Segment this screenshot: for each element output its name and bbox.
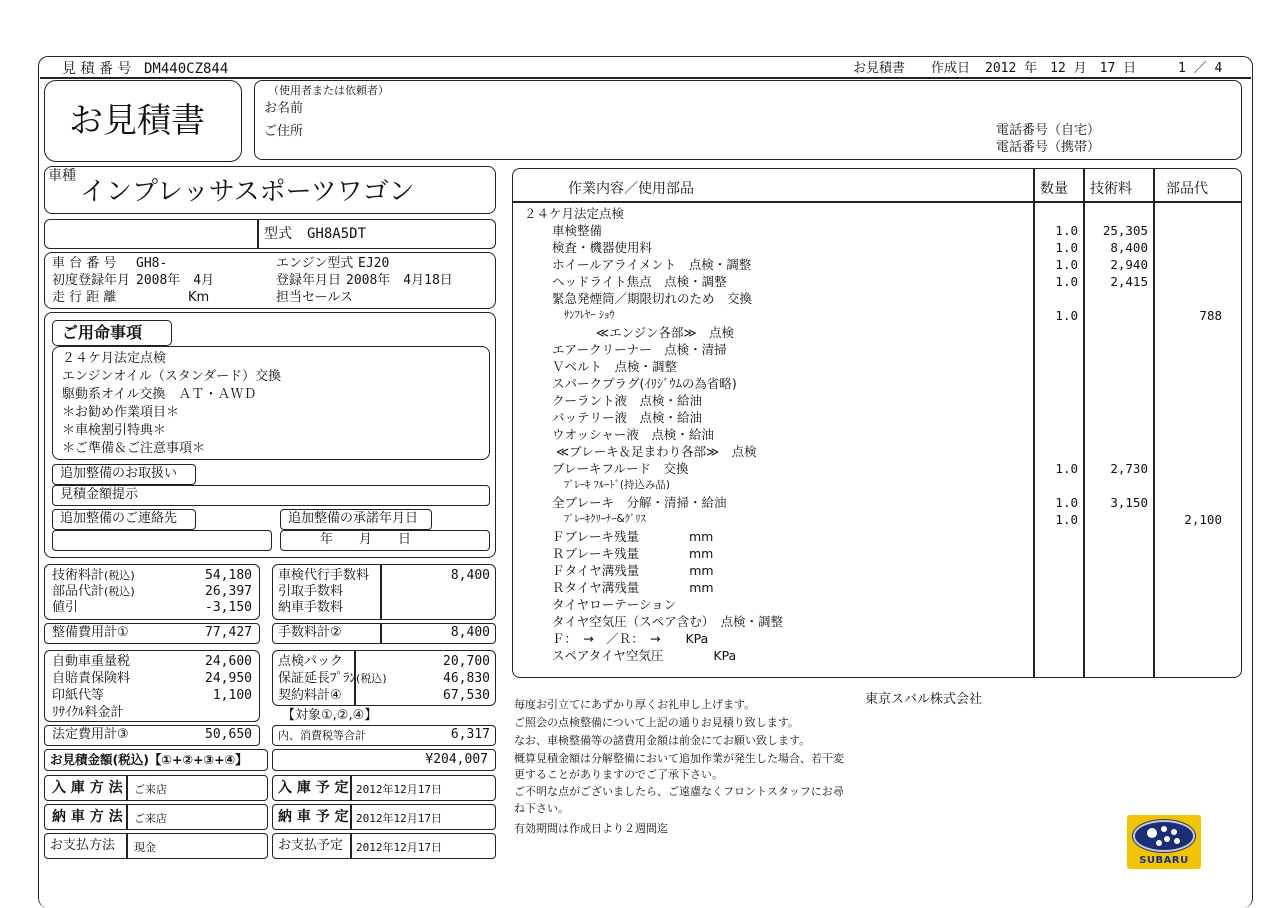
pay-method-label: お支払方法 bbox=[50, 838, 116, 853]
work-item: バッテリー液 点検・給油 bbox=[552, 410, 703, 425]
footer-note: 概算見積金額は分解整備において追加作業が発生した場合、若干変 bbox=[514, 752, 844, 765]
in-method-value: ご来店 bbox=[134, 783, 167, 796]
created-label: 作成日 bbox=[931, 61, 971, 76]
in-method-divider bbox=[126, 775, 128, 801]
fee-total-value: 8,400 bbox=[450, 625, 490, 640]
work-item: Ｆブレーキ残量 mm bbox=[552, 529, 714, 544]
mileage-unit: Km bbox=[188, 290, 210, 305]
work-item: Ｆタイヤ溝残量 mm bbox=[552, 563, 714, 578]
tech-tax-note: (税込) bbox=[104, 569, 135, 582]
work-parts: 788 bbox=[1199, 308, 1222, 323]
request-title: ご用命事項 bbox=[62, 323, 143, 342]
work-qty: 1.0 bbox=[1055, 495, 1078, 510]
work-item: ≪エンジン各部≫ 点検 bbox=[596, 325, 735, 340]
approval-value: 年 月 日 bbox=[320, 532, 412, 547]
request-line: ＊車検割引特典＊ bbox=[62, 423, 167, 438]
footer-note: ね下さい。 bbox=[514, 802, 569, 815]
warranty-value: 46,830 bbox=[443, 671, 490, 686]
estimate-number-label: 見 積 番 号 bbox=[62, 61, 132, 77]
work-row bbox=[512, 392, 1242, 409]
maintenance-total-value: 77,427 bbox=[205, 625, 252, 640]
work-row bbox=[512, 239, 1242, 256]
work-item: Ｆ： → ／Ｒ： → KPa bbox=[552, 631, 709, 646]
work-row bbox=[512, 273, 1242, 290]
work-row bbox=[512, 341, 1242, 358]
chassis-label: 車 台 番 号 bbox=[52, 256, 117, 271]
maintenance-total-label: 整備費用計① bbox=[52, 625, 129, 640]
work-qty: 1.0 bbox=[1055, 512, 1078, 527]
work-row bbox=[512, 647, 1242, 664]
work-row bbox=[512, 205, 1242, 222]
work-row bbox=[512, 409, 1242, 426]
work-tech: 3,150 bbox=[1110, 495, 1148, 510]
work-tech: 8,400 bbox=[1110, 240, 1148, 255]
address-label: ご住所 bbox=[264, 124, 304, 139]
parts-tax-note-text: 税込 bbox=[108, 585, 131, 598]
page-title: お見積書 bbox=[69, 101, 205, 141]
work-row bbox=[512, 443, 1242, 460]
work-qty: 1.0 bbox=[1055, 461, 1078, 476]
registration-date-value: 2008年 4月18日 bbox=[346, 273, 453, 288]
recycle-label: ﾘｻｲｸﾙ料金計 bbox=[52, 705, 124, 720]
work-item: 車検整備 bbox=[552, 223, 603, 238]
work-tech: 25,305 bbox=[1102, 223, 1148, 238]
footer-note: ご不明な点がございましたら、ご遠慮なくフロントスタッフにお尋 bbox=[514, 785, 844, 798]
grand-total-value: ¥204,007 bbox=[425, 752, 488, 767]
weight-tax-label: 自動車重量税 bbox=[52, 654, 131, 669]
registration-date-label: 登録年月日 bbox=[276, 273, 342, 288]
type-divider bbox=[257, 219, 259, 249]
work-row bbox=[512, 630, 1242, 647]
work-item: ヘッドライト焦点 点検・調整 bbox=[552, 274, 727, 289]
fee-total-divider bbox=[380, 623, 382, 644]
pay-plan-value: 2012年12月17日 bbox=[356, 841, 442, 854]
extra-handling-value: 見積金額提示 bbox=[60, 487, 139, 502]
phone-home-label: 電話番号（自宅） bbox=[996, 123, 1101, 138]
work-item: ２４ケ月法定点検 bbox=[524, 206, 625, 221]
work-tech: 2,415 bbox=[1110, 274, 1148, 289]
weight-tax-value: 24,600 bbox=[205, 654, 252, 669]
chassis-value: GH8- bbox=[136, 256, 168, 271]
work-header-divider bbox=[512, 201, 1242, 203]
work-qty: 1.0 bbox=[1055, 257, 1078, 272]
model-label: 車種 bbox=[48, 168, 76, 184]
work-row bbox=[512, 613, 1242, 630]
work-row bbox=[512, 290, 1242, 307]
contact-value-box bbox=[52, 530, 272, 551]
warranty-label-text: 保証延長ﾌﾟﾗﾝ bbox=[278, 671, 357, 686]
work-item: スペアタイヤ空気圧 KPa bbox=[552, 648, 737, 663]
subaru-wordmark: SUBARU bbox=[1139, 855, 1189, 866]
request-line: エンジンオイル（スタンダード）交換 bbox=[62, 369, 282, 384]
work-item: ｻﾝﾌﾚﾔｰ ｼｮｳ bbox=[564, 309, 615, 321]
work-parts: 2,100 bbox=[1184, 512, 1222, 527]
pay-method-divider bbox=[126, 833, 128, 859]
out-method-divider bbox=[126, 804, 128, 830]
in-method-label: 入 庫 方 法 bbox=[52, 780, 123, 796]
model-name: インプレッサスポーツワゴン bbox=[80, 177, 415, 207]
header-qty: 数量 bbox=[1040, 181, 1068, 197]
contract-total-label: 契約料計④ bbox=[278, 688, 342, 703]
work-row bbox=[512, 477, 1242, 494]
work-item: タイヤ空気圧（スペア含む） 点検・調整 bbox=[552, 614, 784, 629]
work-qty: 1.0 bbox=[1055, 223, 1078, 238]
warranty-tax-note: (税込) bbox=[356, 672, 387, 685]
legal-total-label: 法定費用計③ bbox=[52, 727, 129, 742]
work-row bbox=[512, 307, 1242, 324]
first-registration-value: 2008年 4月 bbox=[136, 273, 215, 288]
out-method-label: 納 車 方 法 bbox=[52, 809, 123, 825]
type-value: GH8A5DT bbox=[307, 226, 367, 242]
tech-total-label-text: 技術料計 bbox=[52, 568, 105, 583]
inspection-agent-value: 8,400 bbox=[450, 568, 490, 583]
pay-plan-label: お支払予定 bbox=[278, 838, 344, 853]
work-row bbox=[512, 358, 1242, 375]
pack-label: 点検パック bbox=[278, 654, 344, 669]
footer-note: 更することがありますのでご了承下さい。 bbox=[514, 768, 723, 781]
request-line: 駆動系オイル交換 ＡＴ・ＡＷＤ bbox=[62, 387, 257, 402]
tax-value: 6,317 bbox=[450, 727, 490, 742]
created-date: 2012 年 12 月 17 日 bbox=[985, 61, 1137, 76]
work-item: ﾌﾞﾚｰｷ ﾌﾙｰﾄﾞ(持込み品) bbox=[564, 479, 671, 491]
footer-note: 有効期間は作成日より２週間迄 bbox=[514, 822, 668, 835]
work-row bbox=[512, 579, 1242, 596]
work-item: スパークプラグ(ｲﾘｼﾞｳﾑの為省略) bbox=[552, 376, 737, 391]
in-plan-value: 2012年12月17日 bbox=[356, 783, 442, 796]
work-item: Ｒタイヤ溝残量 mm bbox=[552, 580, 714, 595]
pleiades-stars-icon bbox=[1132, 819, 1196, 853]
tech-total-value: 54,180 bbox=[205, 568, 252, 583]
work-row bbox=[512, 222, 1242, 239]
tech-total-label bbox=[52, 568, 135, 584]
work-item: ≪ブレーキ＆足まわり各部≫ 点検 bbox=[556, 444, 757, 459]
work-qty: 1.0 bbox=[1055, 240, 1078, 255]
fees-divider bbox=[380, 564, 382, 620]
work-row bbox=[512, 426, 1242, 443]
work-row bbox=[512, 528, 1242, 545]
work-item: クーラント液 点検・給油 bbox=[552, 393, 703, 408]
engine-label: エンジン型式 bbox=[276, 256, 354, 271]
warranty-tax-note-text: 税込 bbox=[360, 672, 383, 685]
out-plan-value: 2012年12月17日 bbox=[356, 812, 442, 825]
sales-label: 担当セールス bbox=[276, 290, 353, 305]
work-item: Ｖベルト 点検・調整 bbox=[552, 359, 678, 374]
insurance-label: 自賠責保険料 bbox=[52, 671, 131, 686]
stamp-label: 印紙代等 bbox=[52, 688, 105, 703]
work-item: ホイールアライメント 点検・調整 bbox=[552, 257, 752, 272]
work-item: ブレーキフルード 交換 bbox=[552, 461, 689, 476]
work-row bbox=[512, 596, 1242, 613]
delivery-fee-label: 納車手数料 bbox=[278, 600, 344, 615]
contract-total-value: 67,530 bbox=[443, 688, 490, 703]
out-method-value: ご来店 bbox=[134, 812, 167, 825]
footer-note: 毎度お引立てにあずかり厚くお礼申し上げます。 bbox=[514, 698, 756, 711]
page-number: 1 ／ 4 bbox=[1178, 61, 1223, 76]
discount-label: 値引 bbox=[52, 600, 79, 615]
work-item: 緊急発煙筒／期限切れのため 交換 bbox=[552, 291, 753, 306]
parts-total-label bbox=[52, 584, 135, 600]
work-tech: 2,730 bbox=[1110, 461, 1148, 476]
subaru-emblem bbox=[1132, 819, 1196, 853]
work-row bbox=[512, 562, 1242, 579]
type-label: 型式 bbox=[264, 226, 292, 242]
tech-tax-note-text: 税込 bbox=[108, 569, 131, 582]
phone-mobile-label: 電話番号（携帯） bbox=[996, 140, 1101, 155]
out-plan-divider bbox=[350, 804, 352, 830]
work-rows bbox=[512, 205, 1242, 675]
header-divider bbox=[40, 77, 1251, 79]
customer-caption: （使用者または依頼者） bbox=[268, 84, 389, 97]
work-item: タイヤローテーション bbox=[552, 597, 677, 612]
work-item: 全ブレーキ 分解・清掃・給油 bbox=[552, 495, 727, 510]
in-plan-label: 入 庫 予 定 bbox=[278, 780, 349, 796]
first-registration-label: 初度登録年月 bbox=[52, 273, 131, 288]
stamp-value: 1,100 bbox=[212, 688, 252, 703]
work-row bbox=[512, 460, 1242, 477]
in-plan-divider bbox=[350, 775, 352, 801]
work-item: ウオッシャー液 点検・給油 bbox=[552, 427, 714, 442]
grand-total-label: お見積金額(税込)【①+②+③+④】 bbox=[50, 752, 248, 767]
work-row bbox=[512, 511, 1242, 528]
warranty-label bbox=[278, 671, 387, 687]
target-label: 【対象①,②,④】 bbox=[282, 708, 378, 723]
parts-total-value: 26,397 bbox=[205, 584, 252, 599]
work-item: エアークリーナー 点検・清掃 bbox=[552, 342, 727, 357]
pack-value: 20,700 bbox=[443, 654, 490, 669]
work-item: ﾌﾞﾚｰｷｸﾘｰﾅｰ&ｸﾞﾘｽ bbox=[564, 513, 646, 525]
discount-value: -3,150 bbox=[205, 600, 252, 615]
legal-total-value: 50,650 bbox=[205, 727, 252, 742]
work-qty: 1.0 bbox=[1055, 274, 1078, 289]
footer-note: ご照会の点検整備について上記の通りお見積り致します。 bbox=[514, 716, 799, 729]
work-row bbox=[512, 494, 1242, 511]
name-label: お名前 bbox=[264, 101, 304, 116]
contact-label: 追加整備のご連絡先 bbox=[60, 511, 178, 526]
work-row bbox=[512, 324, 1242, 341]
pickup-fee-label: 引取手数料 bbox=[278, 584, 344, 599]
parts-tax-note: (税込) bbox=[104, 585, 135, 598]
work-row bbox=[512, 545, 1242, 562]
engine-value: EJ20 bbox=[358, 256, 390, 271]
work-item: 検査・機器使用料 bbox=[552, 240, 653, 255]
inspection-agent-label: 車検代行手数料 bbox=[278, 568, 370, 583]
request-line: ＊お勧め作業項目＊ bbox=[62, 405, 180, 420]
header-tech: 技術料 bbox=[1090, 181, 1132, 197]
doc-label: お見積書 bbox=[853, 61, 906, 76]
mileage-label: 走 行 距 離 bbox=[52, 290, 117, 305]
tax-label: 内、消費税等合計 bbox=[278, 729, 366, 742]
work-item: Ｒブレーキ残量 mm bbox=[552, 546, 714, 561]
pay-plan-divider bbox=[350, 833, 352, 859]
subaru-logo bbox=[1127, 815, 1201, 869]
insurance-value: 24,950 bbox=[205, 671, 252, 686]
out-plan-label: 納 車 予 定 bbox=[278, 809, 349, 825]
header-parts: 部品代 bbox=[1166, 181, 1208, 197]
extra-handling-label: 追加整備のお取扱い bbox=[60, 466, 178, 481]
company-name: 東京スバル株式会社 bbox=[865, 692, 983, 707]
request-line: ２４ケ月法定点検 bbox=[62, 351, 167, 366]
fee-total-label: 手数料計② bbox=[278, 625, 342, 640]
work-tech: 2,940 bbox=[1110, 257, 1148, 272]
request-line: ＊ご準備＆ご注意事項＊ bbox=[62, 441, 206, 456]
work-qty: 1.0 bbox=[1055, 308, 1078, 323]
parts-total-label-text: 部品代計 bbox=[52, 584, 105, 599]
header-item: 作業内容／使用部品 bbox=[568, 181, 694, 197]
work-row bbox=[512, 375, 1242, 392]
approval-label: 追加整備の承諾年月日 bbox=[288, 511, 419, 526]
estimate-number: DM440CZ844 bbox=[144, 61, 229, 77]
footer-note: なお、車検整備等の諸費用金額は前金にてお願い致します。 bbox=[514, 734, 811, 747]
work-row bbox=[512, 256, 1242, 273]
pay-method-value: 現金 bbox=[134, 841, 156, 854]
